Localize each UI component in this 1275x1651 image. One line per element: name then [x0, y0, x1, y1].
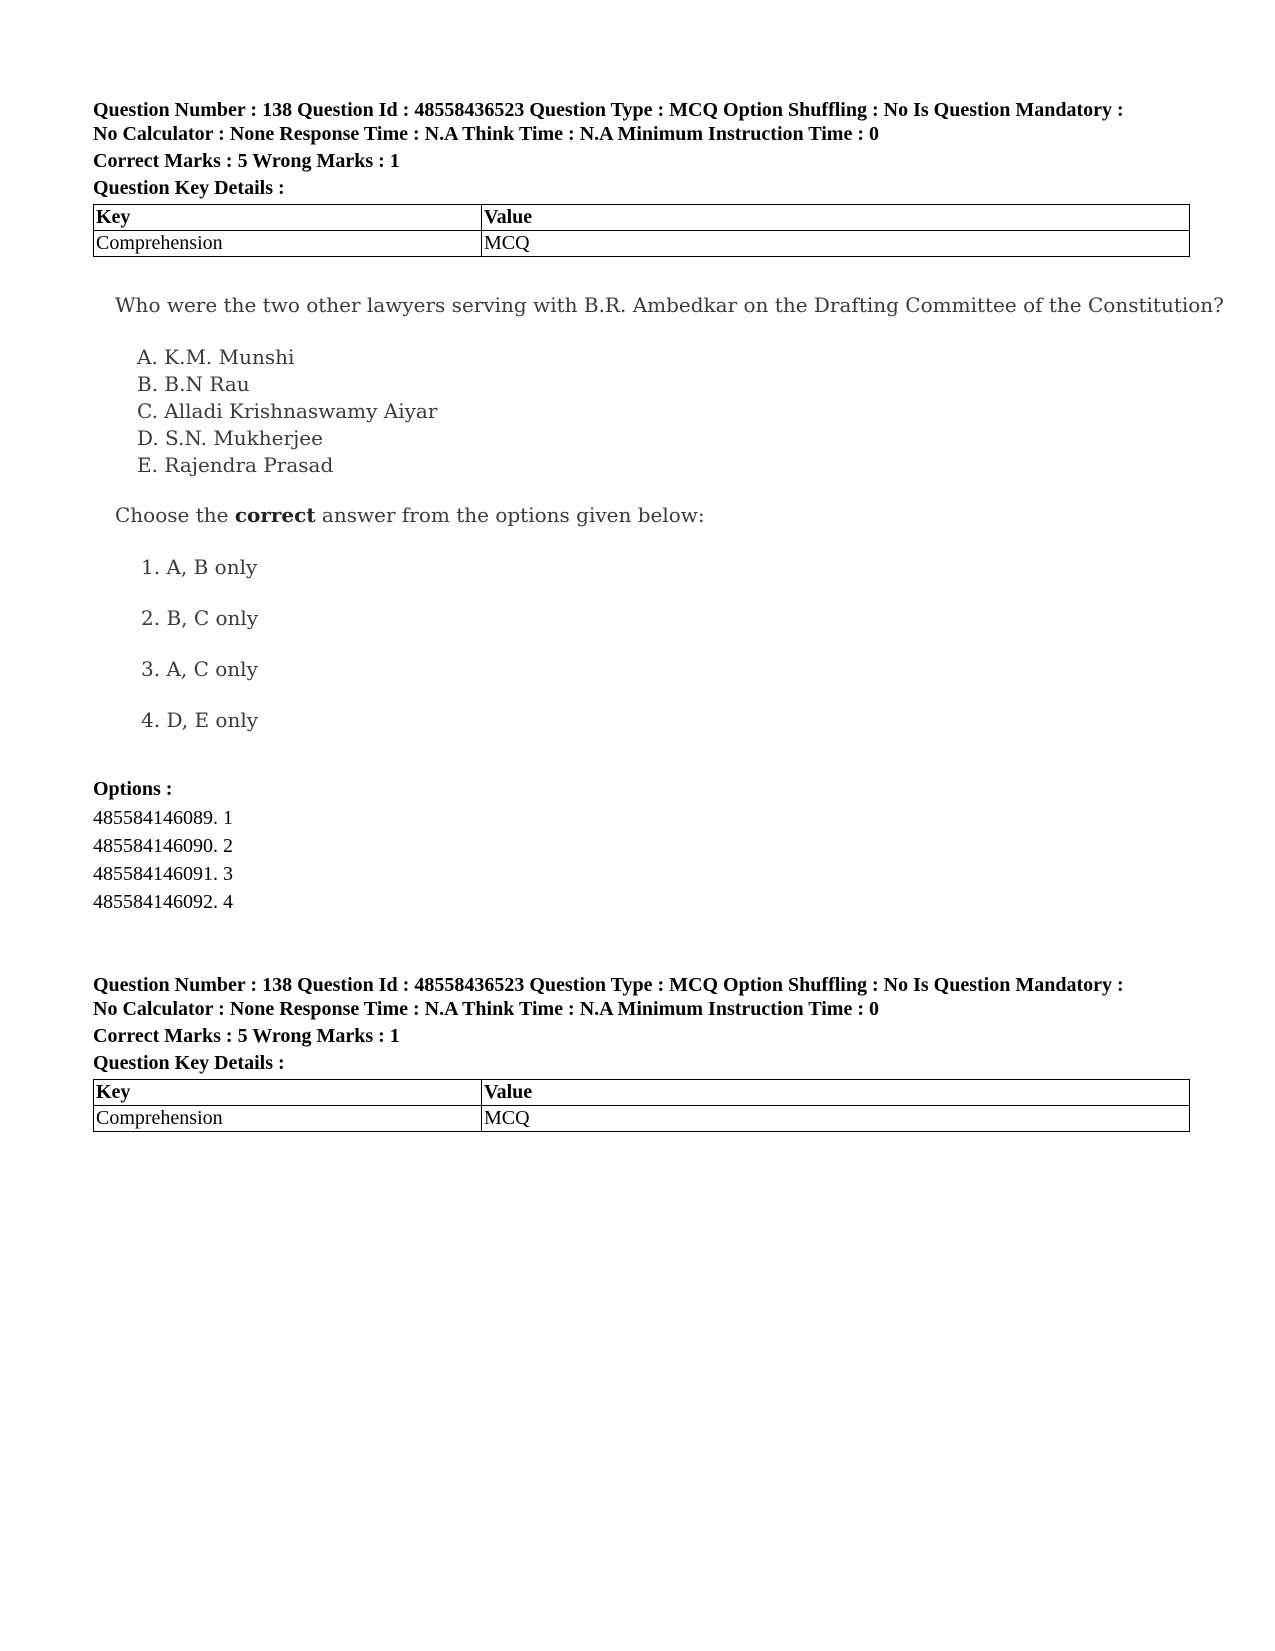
options-list	[93, 806, 233, 918]
table-header-value: Value	[482, 1080, 1190, 1106]
question-header-2	[93, 973, 1190, 1132]
choose-prefix: Choose the	[115, 503, 235, 527]
question-header-1	[93, 98, 1190, 257]
table-cell-key: Comprehension	[94, 1106, 482, 1132]
question-meta-line-2: No Calculator : None Response Time : N.A Think Time : N.A Minimum Instruction Time : 0	[93, 123, 879, 145]
table-row	[94, 1106, 1190, 1132]
list-item: 485584146089. 1	[93, 807, 233, 829]
table-header-row	[94, 1080, 1190, 1106]
question-key-table	[93, 204, 1190, 257]
answer-options	[141, 554, 258, 758]
question-key-details-label: Question Key Details :	[93, 177, 285, 199]
table-row	[94, 231, 1190, 257]
answer-item: 3. A, C only	[141, 657, 258, 681]
choose-instruction	[115, 502, 705, 528]
question-marks: Correct Marks : 5 Wrong Marks : 1	[93, 1025, 400, 1047]
table-header-row	[94, 205, 1190, 231]
answer-item: 1. A, B only	[141, 555, 258, 579]
answer-item: 2. B, C only	[141, 606, 259, 630]
table-cell-key: Comprehension	[94, 231, 482, 257]
choice-item: B. B.N Rau	[137, 372, 250, 396]
choose-suffix: answer from the options given below:	[315, 503, 705, 527]
list-item: 485584146091. 3	[93, 863, 233, 885]
question-key-table	[93, 1079, 1190, 1132]
question-marks: Correct Marks : 5 Wrong Marks : 1	[93, 150, 400, 172]
question-meta-line-2: No Calculator : None Response Time : N.A Think Time : N.A Minimum Instruction Time : 0	[93, 998, 879, 1020]
choice-item: D. S.N. Mukherjee	[137, 426, 323, 450]
question-meta-line-1: Question Number : 138 Question Id : 48558436523 Question Type : MCQ Option Shuffling : No Is Question Mandatory :	[93, 99, 1124, 121]
options-label: Options :	[93, 778, 173, 800]
choice-item: E. Rajendra Prasad	[137, 453, 334, 477]
question-choices	[137, 344, 437, 479]
question-text: Who were the two other lawyers serving with B.R. Ambedkar on the Drafting Committee of the Constitution?	[115, 293, 1224, 317]
question-key-details-label: Question Key Details :	[93, 1052, 285, 1074]
table-header-key: Key	[94, 205, 482, 231]
choice-item: C. Alladi Krishnaswamy Aiyar	[137, 399, 438, 423]
table-header-value: Value	[482, 205, 1190, 231]
choice-item: A. K.M. Munshi	[137, 345, 295, 369]
table-header-key: Key	[94, 1080, 482, 1106]
list-item: 485584146090. 2	[93, 835, 233, 857]
list-item: 485584146092. 4	[93, 891, 233, 913]
table-cell-value: MCQ	[482, 231, 1190, 257]
answer-item: 4. D, E only	[141, 708, 259, 732]
question-meta-line-1: Question Number : 138 Question Id : 48558436523 Question Type : MCQ Option Shuffling : No Is Question Mandatory :	[93, 974, 1124, 996]
choose-bold: correct	[234, 503, 316, 527]
table-cell-value: MCQ	[482, 1106, 1190, 1132]
